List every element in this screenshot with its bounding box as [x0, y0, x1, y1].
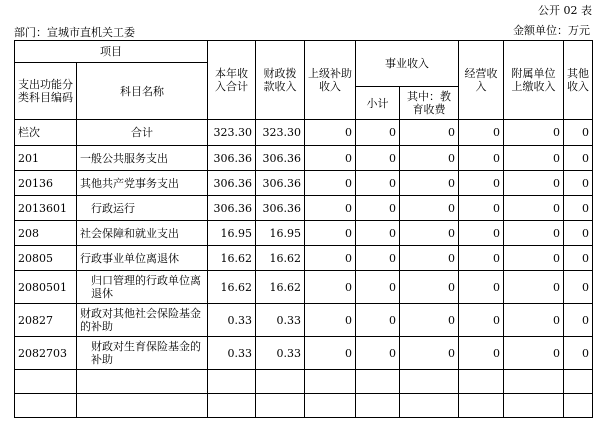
row-name: 财政对生育保险基金的补助	[77, 337, 208, 370]
row-value: 0	[459, 171, 504, 196]
row-value: 16.95	[256, 221, 305, 246]
row-value: 0	[564, 221, 593, 246]
row-value: 0	[564, 271, 593, 304]
row-value: 0	[356, 271, 400, 304]
summary-value: 0	[504, 120, 564, 146]
row-value: 0	[305, 246, 356, 271]
summary-value: 0	[564, 120, 593, 146]
table-row	[15, 337, 593, 370]
row-value: 0	[459, 146, 504, 171]
row-value: 0	[400, 171, 459, 196]
business-header: 经营收入	[459, 41, 504, 120]
row-value: 0	[459, 246, 504, 271]
summary-value: 0	[356, 120, 400, 146]
row-value: 16.95	[208, 221, 256, 246]
summary-value: 0	[305, 120, 356, 146]
row-value: 0	[305, 221, 356, 246]
row-code: 201	[15, 146, 77, 171]
row-value: 0	[356, 337, 400, 370]
row-value: 0	[504, 304, 564, 337]
row-value: 0	[504, 196, 564, 221]
edu-fee-header: 其中：教育收费	[400, 87, 459, 120]
unit-label: 金额单位：万元	[513, 24, 590, 37]
table-row	[15, 146, 593, 171]
row-value: 0	[564, 246, 593, 271]
row-value: 0	[400, 304, 459, 337]
subtotal-header: 小计	[356, 87, 400, 120]
row-value: 0	[356, 196, 400, 221]
row-value: 0	[459, 196, 504, 221]
row-name: 财政对其他社会保险基金的补助	[77, 304, 208, 337]
career-header: 事业收入	[356, 41, 459, 87]
row-code: 20136	[15, 171, 77, 196]
row-value: 0	[400, 246, 459, 271]
row-value: 0	[305, 304, 356, 337]
row-value: 0	[305, 271, 356, 304]
table-row	[15, 171, 593, 196]
row-value: 16.62	[256, 246, 305, 271]
row-value: 306.36	[256, 196, 305, 221]
empty-row	[15, 394, 593, 418]
row-code: 20805	[15, 246, 77, 271]
project-header: 项目	[15, 41, 208, 63]
row-value: 306.36	[208, 171, 256, 196]
code-header: 支出功能分类科目编码	[15, 63, 77, 120]
form-code: 公开 02 表	[538, 4, 592, 17]
row-value: 0	[564, 304, 593, 337]
row-value: 0	[564, 337, 593, 370]
table-row	[15, 196, 593, 221]
row-value: 0	[356, 304, 400, 337]
row-value: 0	[459, 271, 504, 304]
row-value: 0	[305, 337, 356, 370]
row-value: 306.36	[256, 146, 305, 171]
row-value: 0	[356, 146, 400, 171]
row-value: 0	[356, 221, 400, 246]
subsidy-header: 上级补助收入	[305, 41, 356, 120]
row-value: 306.36	[208, 146, 256, 171]
row-value: 0	[504, 337, 564, 370]
summary-row	[15, 120, 593, 146]
row-value: 306.36	[256, 171, 305, 196]
row-value: 0	[504, 246, 564, 271]
row-value: 16.62	[208, 271, 256, 304]
row-value: 306.36	[208, 196, 256, 221]
other-header: 其他收入	[564, 41, 593, 120]
table-row	[15, 221, 593, 246]
table-row	[15, 246, 593, 271]
row-value: 0	[564, 146, 593, 171]
summary-value: 323.30	[208, 120, 256, 146]
empty-row	[15, 370, 593, 394]
row-code: 2082703	[15, 337, 77, 370]
row-value: 0	[504, 271, 564, 304]
row-value: 0	[459, 221, 504, 246]
row-value: 0	[356, 171, 400, 196]
row-value: 0.33	[256, 337, 305, 370]
row-value: 0.33	[208, 337, 256, 370]
row-value: 0	[305, 196, 356, 221]
summary-name: 合计	[77, 120, 208, 146]
row-value: 0	[400, 146, 459, 171]
row-value: 16.62	[208, 246, 256, 271]
summary-value: 0	[459, 120, 504, 146]
row-value: 0.33	[208, 304, 256, 337]
header-row-1	[15, 41, 593, 63]
table-row	[15, 271, 593, 304]
summary-value: 323.30	[256, 120, 305, 146]
row-value: 0	[305, 146, 356, 171]
row-code: 208	[15, 221, 77, 246]
row-value: 0	[564, 196, 593, 221]
row-name: 一般公共服务支出	[77, 146, 208, 171]
row-value: 16.62	[256, 271, 305, 304]
row-name: 行政事业单位离退休	[77, 246, 208, 271]
row-value: 0	[504, 221, 564, 246]
summary-code: 栏次	[15, 120, 77, 146]
row-value: 0	[504, 171, 564, 196]
row-value: 0	[564, 171, 593, 196]
row-value: 0	[459, 337, 504, 370]
row-name: 社会保障和就业支出	[77, 221, 208, 246]
row-value: 0	[504, 146, 564, 171]
name-header: 科目名称	[77, 63, 208, 120]
income-table	[14, 40, 593, 418]
row-code: 2080501	[15, 271, 77, 304]
row-value: 0	[400, 271, 459, 304]
row-value: 0	[400, 221, 459, 246]
fiscal-header: 财政拨款收入	[256, 41, 305, 120]
row-value: 0	[400, 196, 459, 221]
row-code: 20827	[15, 304, 77, 337]
row-value: 0	[400, 337, 459, 370]
row-value: 0	[305, 171, 356, 196]
department-label: 部门：宣城市直机关工委	[14, 26, 135, 39]
row-name: 行政运行	[77, 196, 208, 221]
row-name: 其他共产党事务支出	[77, 171, 208, 196]
row-value: 0	[356, 246, 400, 271]
row-name: 归口管理的行政单位离退休	[77, 271, 208, 304]
affiliated-header: 附属单位上缴收入	[504, 41, 564, 120]
table-row	[15, 304, 593, 337]
summary-value: 0	[400, 120, 459, 146]
row-value: 0	[459, 304, 504, 337]
total-header: 本年收入合计	[208, 41, 256, 120]
row-code: 2013601	[15, 196, 77, 221]
row-value: 0.33	[256, 304, 305, 337]
